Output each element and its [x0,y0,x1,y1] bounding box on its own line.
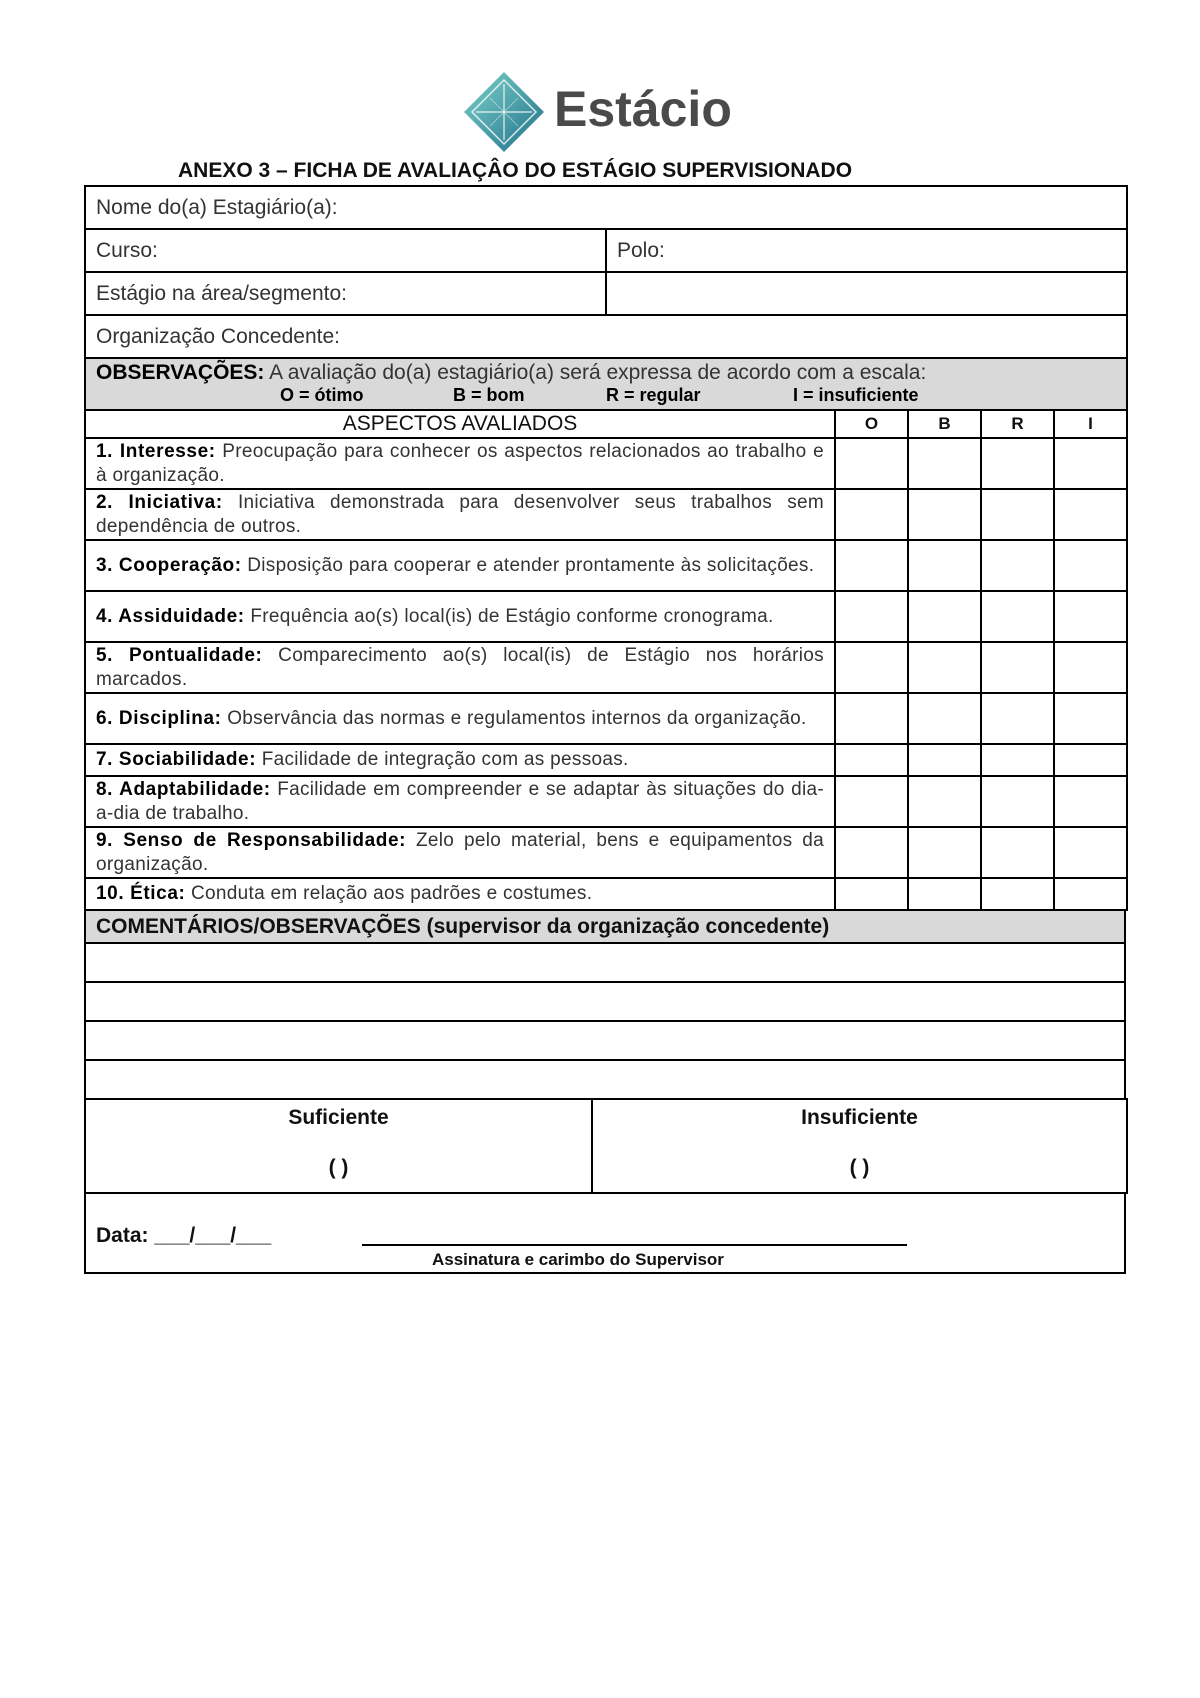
scale-bom: B = bom [453,385,525,405]
rating-scale [96,385,1116,409]
table-row [85,540,1127,591]
aspect-label: 9. Senso de Responsabilidade: [96,829,407,851]
cell-i[interactable] [1054,438,1127,489]
cell-r[interactable] [981,438,1054,489]
comment-line[interactable] [85,982,1125,1021]
estagio-field[interactable]: Estágio na área/segmento: [85,272,606,315]
cell-b[interactable] [908,489,981,540]
insuficiente-label: Insuficiente [801,1106,918,1129]
cell-i[interactable] [1054,642,1127,693]
col-r: R [981,410,1054,438]
col-o: O [835,410,908,438]
scale-regular: R = regular [606,385,701,405]
aspect-label: 2. Iniciativa: [96,491,223,513]
aspect-text: Facilidade de integração com as pessoas. [261,749,629,770]
aspect-label: 5. Pontualidade: [96,644,263,666]
suficiente-label: Suficiente [288,1106,389,1129]
suficiente-checkbox[interactable]: ( ) [328,1156,349,1179]
aspect-text: Conduta em relação aos padrões e costumes. [191,883,593,904]
cell-r[interactable] [981,591,1054,642]
aspect-label: 7. Sociabilidade: [96,749,257,770]
cell-r[interactable] [981,827,1054,878]
aspect-disciplina [85,693,835,744]
cell-i[interactable] [1054,878,1127,910]
cell-o[interactable] [835,744,908,776]
signature-label: Assinatura e carimbo do Supervisor [432,1250,724,1269]
cell-b[interactable] [908,827,981,878]
evaluation-form [84,185,1126,1274]
aspect-iniciativa [85,489,835,540]
signature-table [84,1192,1126,1274]
cell-r[interactable] [981,642,1054,693]
cell-r[interactable] [981,540,1054,591]
cell-i[interactable] [1054,489,1127,540]
aspects-table [84,409,1128,911]
cell-i[interactable] [1054,540,1127,591]
comment-line[interactable] [85,1060,1125,1099]
cell-o[interactable] [835,878,908,910]
cell-r[interactable] [981,776,1054,827]
aspect-label: 8. Adaptabilidade: [96,778,271,800]
table-row [85,878,1127,910]
cell-b[interactable] [908,878,981,910]
aspect-text: Disposição para cooperar e atender prontamente às solicitações. [247,554,815,576]
cell-o[interactable] [835,642,908,693]
aspect-text: Iniciativa demonstrada para desenvolver seus trabalhos sem dependência de outros. [96,491,825,537]
cell-b[interactable] [908,591,981,642]
cell-o[interactable] [835,540,908,591]
table-row [85,591,1127,642]
cell-o[interactable] [835,827,908,878]
aspect-etica [85,878,835,910]
aspect-assiduidade [85,591,835,642]
cell-r[interactable] [981,693,1054,744]
cell-i[interactable] [1054,693,1127,744]
table-row [85,642,1127,693]
aspect-sociabilidade [85,744,835,776]
aspect-label: 6. Disciplina: [96,707,222,729]
aspects-header: ASPECTOS AVALIADOS [85,410,835,438]
cell-i[interactable] [1054,827,1127,878]
aspect-label: 3. Cooperação: [96,554,242,576]
comments-header: COMENTÁRIOS/OBSERVAÇÕES (supervisor da organização concedente) [85,910,1125,943]
aspect-text: Zelo pelo material, bens e equipamentos da organização. [96,829,824,875]
cell-o[interactable] [835,776,908,827]
table-row [85,776,1127,827]
aspect-adaptabilidade [85,776,835,827]
aspect-label: 1. Interesse: [96,440,216,462]
scale-insuficiente: I = insuficiente [793,385,919,405]
diamond-logo-icon [462,70,546,154]
estacio-logo [462,70,762,154]
date-field[interactable]: Data: ___/___/___ [96,1224,272,1247]
insuficiente-checkbox[interactable]: ( ) [849,1156,870,1179]
cell-i[interactable] [1054,744,1127,776]
cell-b[interactable] [908,642,981,693]
suficiente-option[interactable] [85,1099,592,1193]
table-row [85,827,1127,878]
comment-line[interactable] [85,943,1125,982]
cell-o[interactable] [835,438,908,489]
aspect-text: Comparecimento ao(s) local(is) de Estágio nos horários marcados. [96,644,824,690]
cell-b[interactable] [908,776,981,827]
table-row [85,744,1127,776]
brand-name: Estácio [554,81,732,137]
curso-field[interactable]: Curso: [85,229,606,272]
organizacao-field[interactable]: Organização Concedente: [85,315,1127,358]
cell-r[interactable] [981,489,1054,540]
aspect-interesse [85,438,835,489]
observacoes-box [85,358,1127,410]
result-table [84,1098,1128,1194]
observacoes-label: OBSERVAÇÕES: [96,361,265,384]
col-b: B [908,410,981,438]
comment-line[interactable] [85,1021,1125,1060]
insuficiente-option[interactable] [592,1099,1127,1193]
table-row [85,489,1127,540]
cell-b[interactable] [908,744,981,776]
table-row [85,693,1127,744]
cell-b[interactable] [908,540,981,591]
observacoes-text: A avaliação do(a) estagiário(a) será expressa de acordo com a escala: [269,361,927,384]
nome-field[interactable]: Nome do(a) Estagiário(a): [85,186,1127,229]
estagio-value-field[interactable] [606,272,1127,315]
aspect-pontualidade [85,642,835,693]
cell-r[interactable] [981,878,1054,910]
scale-otimo: O = ótimo [280,385,364,405]
cell-r[interactable] [981,744,1054,776]
cell-o[interactable] [835,693,908,744]
col-i: I [1054,410,1127,438]
aspect-text: Frequência ao(s) local(is) de Estágio conforme cronograma. [250,605,774,627]
signature-box [85,1193,1125,1273]
polo-field[interactable]: Polo: [606,229,1127,272]
document-title: ANEXO 3 – FICHA DE AVALIAÇÂO DO ESTÁGIO SUPERVISIONADO [178,159,853,182]
aspect-responsabilidade [85,827,835,878]
aspect-text: Facilidade em compreender e se adaptar às situações do dia-a-dia de trabalho. [96,778,824,824]
signature-line[interactable] [362,1244,907,1246]
comments-table [84,909,1126,1100]
cell-b[interactable] [908,693,981,744]
aspect-label: 4. Assiduidade: [96,605,245,627]
aspect-text: Observância das normas e regulamentos internos da organização. [227,707,807,729]
cell-o[interactable] [835,489,908,540]
cell-o[interactable] [835,591,908,642]
aspect-cooperacao [85,540,835,591]
aspect-text: Preocupação para conhecer os aspectos relacionados ao trabalho e à organização. [96,440,824,486]
cell-i[interactable] [1054,591,1127,642]
table-row [85,438,1127,489]
cell-b[interactable] [908,438,981,489]
aspect-label: 10. Ética: [96,883,186,904]
cell-i[interactable] [1054,776,1127,827]
intern-info-table [84,185,1128,411]
